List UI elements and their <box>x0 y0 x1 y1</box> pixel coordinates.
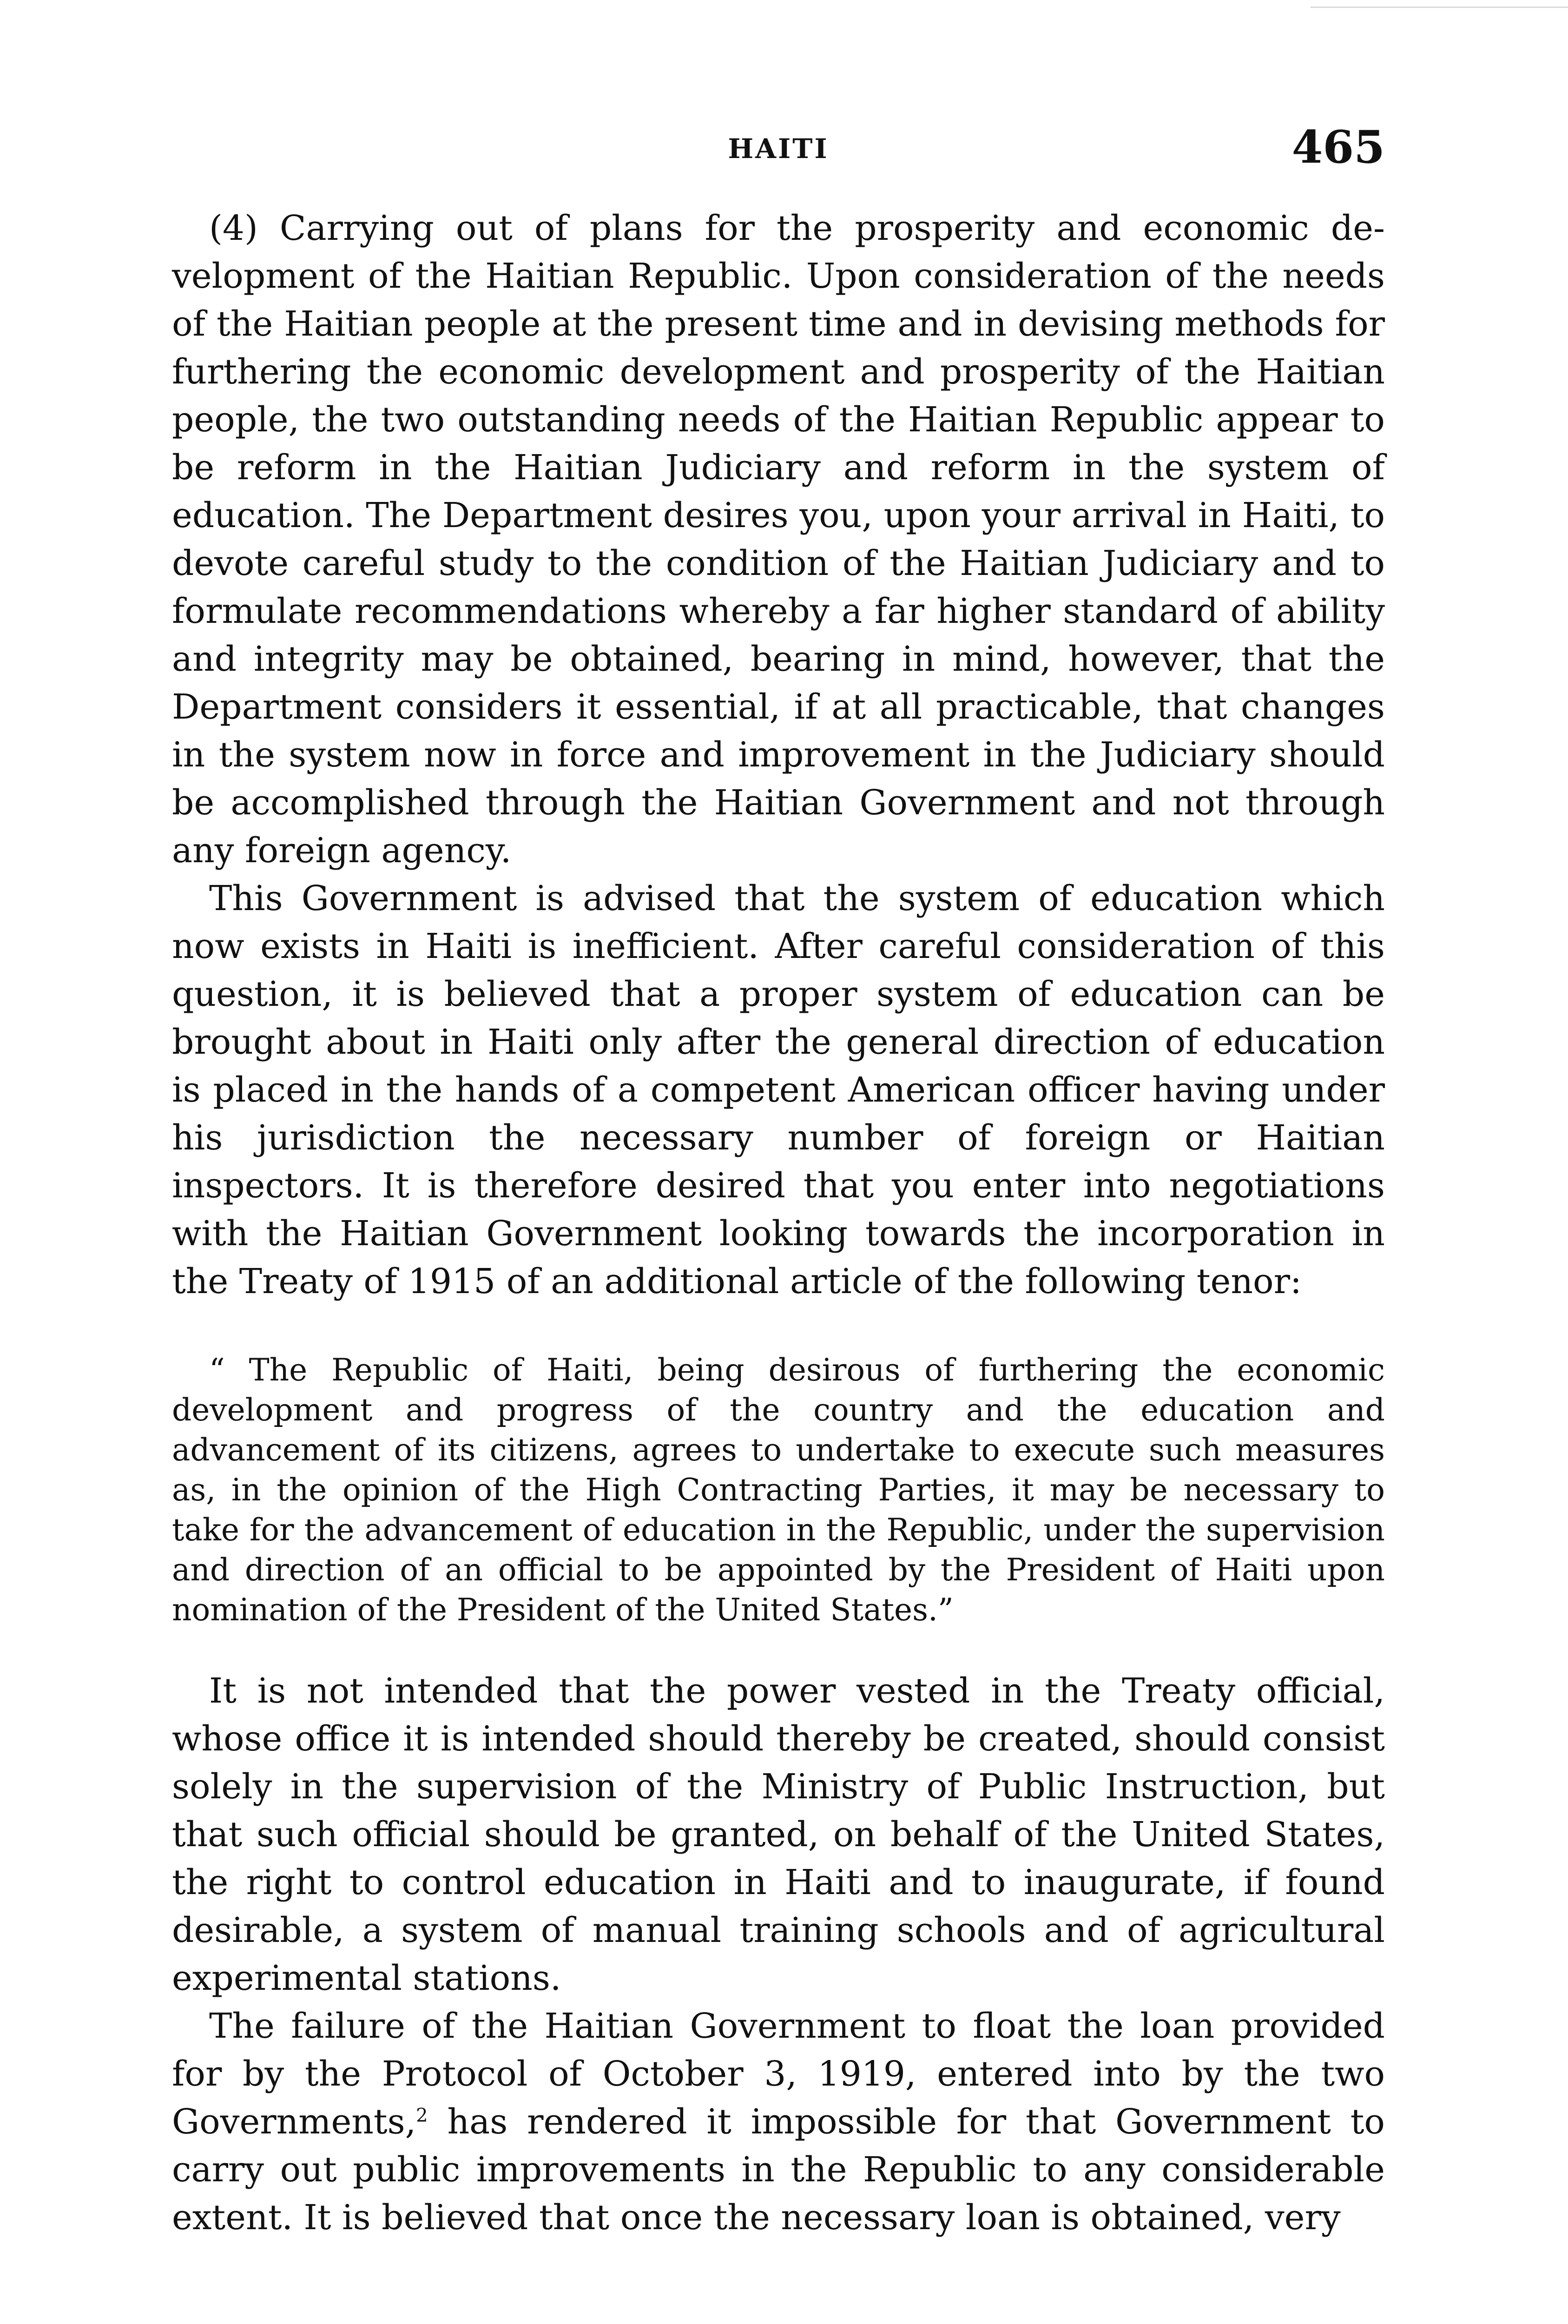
page-header <box>172 116 1385 181</box>
paragraph-education-system: This Government is advised that the system of education which now exists in Haiti is inefficient. After careful consideration of this question, it is believed that a proper system of education can be brought about in Haiti only after the general direction of education is placed in the hands of a competent American officer having under his jurisdiction the necessary number of foreign or Haitian inspectors. It is therefore desired that you enter into negotiations with the Haitian Government looking towards the incorporation in the Treaty of 1915 of an additional article of the following tenor: <box>172 878 1385 1301</box>
page-number: 465 <box>1291 121 1385 173</box>
paragraph-loan-text-start: The failure of the Haitian Government to float the loan provided for by the Protocol of October 3, 1919, entered into by the two Governments, <box>172 2006 1385 2142</box>
paragraph-carrying-out-plans: (4) Carrying out of plans for the prosperity and economic development of the Haitian Republic. Upon consideration of the needs of the Haitian people at the present time and in devising methods for furthering the economic development and prosperity of the Haitian people, the two outstanding needs of the Haitian Republic appear to be reform in the Haitian Judiciary and reform in the system of education. The Department desires you, upon your arrival in Haiti, to devote careful study to the condition of the Haitian Judiciary and to formulate recommendations whereby a far higher standard of ability and integrity may be obtained, bearing in mind, however, that the Department considers it essential, if at all practicable, that changes in the system now in force and improvement in the Judiciary should be accomplished through the Haitian Government and not through any foreign agency. <box>172 208 1385 871</box>
body-text <box>172 205 1385 2242</box>
paragraph-treaty-official: It is not intended that the power vested in the Treaty official, whose office it is intended should thereby be created, should consist solely in the supervision of the Ministry of Public Instruction, but that such official should be granted, on behalf of the United States, the right to control education in Haiti and to inaugurate, if found desirable, a system of manual training schools and of agricultural experimental stations. <box>172 1671 1385 1998</box>
footnote-reference: 2 <box>416 2105 428 2126</box>
paragraph-loan-text-end: has rendered it impossible for that Government to carry out public improvements in the Republic to any considerable extent. It is believed that once the necessary loan is obtained, very <box>172 2102 1385 2238</box>
scan-edge-line <box>1311 7 1568 8</box>
running-head: HAITI <box>728 133 829 165</box>
quoted-article: “ The Republic of Haiti, being desirous of furthering the economic development and progress of the country and the education and advancement of its citizens, agrees to undertake to execute such measures as, in the opinion of the High Contracting Parties, it may be necessary to take for the advancement of education in the Republic, under the supervision and direction of an official to be appointed by the President of Haiti upon nomination of the President of the United States.” <box>172 1352 1385 1628</box>
paragraph-loan-failure <box>172 2002 1385 2242</box>
